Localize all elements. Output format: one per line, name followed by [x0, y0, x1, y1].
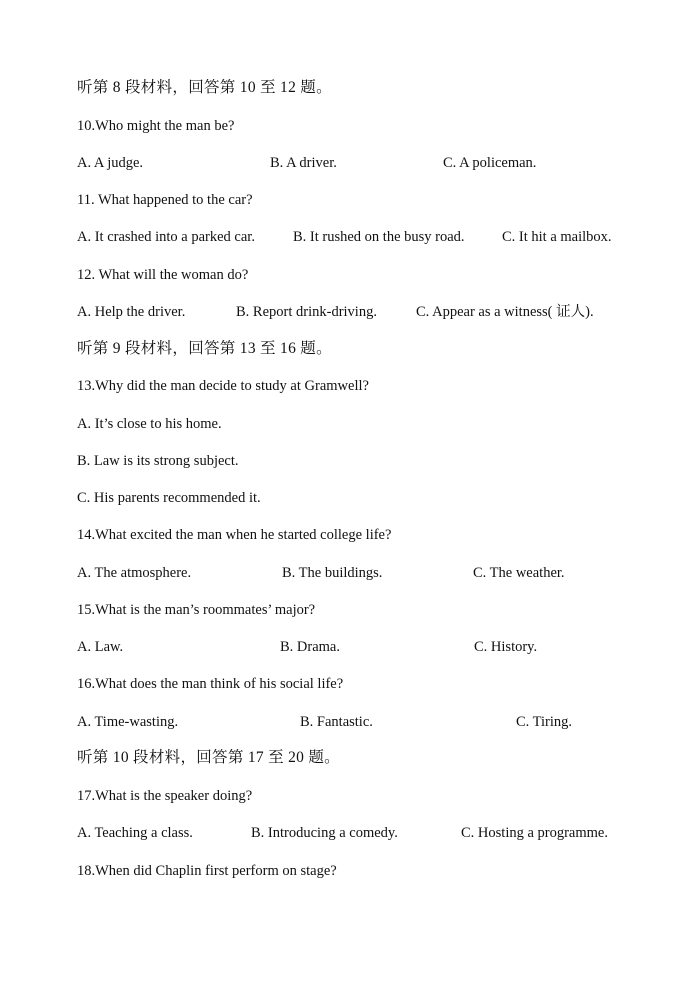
option-c: C. His parents recommended it.	[77, 490, 261, 506]
option-b: B. Introducing a comedy.	[251, 825, 398, 841]
option-a: A. Help the driver.	[77, 304, 186, 320]
section-heading: 听第 9 段材料，回答第 13 至 16 题。	[77, 340, 332, 357]
section-heading: 听第 8 段材料，回答第 10 至 12 题。	[77, 79, 332, 96]
option-a: A. Time-wasting.	[77, 714, 179, 730]
question-stem: 16.What does the man think of his social life?	[77, 676, 344, 692]
option-a: A. Law.	[77, 639, 124, 655]
question-stem: 17.What is the speaker doing?	[77, 788, 253, 804]
section-heading: 听第 10 段材料，回答第 17 至 20 题。	[77, 749, 340, 766]
option-a: A. It crashed into a parked car.	[77, 229, 255, 245]
option-c: C. History.	[474, 639, 538, 655]
option-a: A. The atmosphere.	[77, 565, 192, 581]
option-b: B. Fantastic.	[300, 714, 373, 730]
option-c: C. Tiring.	[516, 714, 573, 730]
option-b: B. Law is its strong subject.	[77, 453, 239, 469]
option-a: A. It’s close to his home.	[77, 416, 222, 432]
option-b: B. Drama.	[280, 639, 340, 655]
option-c: C. It hit a mailbox.	[502, 229, 612, 245]
option-c: C. The weather.	[473, 565, 565, 581]
question-stem: 14.What excited the man when he started college life?	[77, 527, 392, 543]
option-a: A. Teaching a class.	[77, 825, 193, 841]
question-stem: 10.Who might the man be?	[77, 118, 235, 134]
question-stem: 13.Why did the man decide to study at Gramwell?	[77, 378, 369, 394]
question-stem: 18.When did Chaplin first perform on stage?	[77, 863, 337, 879]
option-c: C. A policeman.	[443, 155, 537, 171]
option-c: C. Hosting a programme.	[461, 825, 608, 841]
option-c: C. Appear as a witness( 证人).	[416, 304, 594, 320]
question-stem: 11. What happened to the car?	[77, 192, 253, 208]
question-stem: 12. What will the woman do?	[77, 267, 249, 283]
option-b: B. It rushed on the busy road.	[293, 229, 465, 245]
question-stem: 15.What is the man’s roommates’ major?	[77, 602, 316, 618]
option-b: B. Report drink-driving.	[236, 304, 377, 320]
option-b: B. The buildings.	[282, 565, 383, 581]
option-b: B. A driver.	[270, 155, 337, 171]
option-a: A. A judge.	[77, 155, 144, 171]
